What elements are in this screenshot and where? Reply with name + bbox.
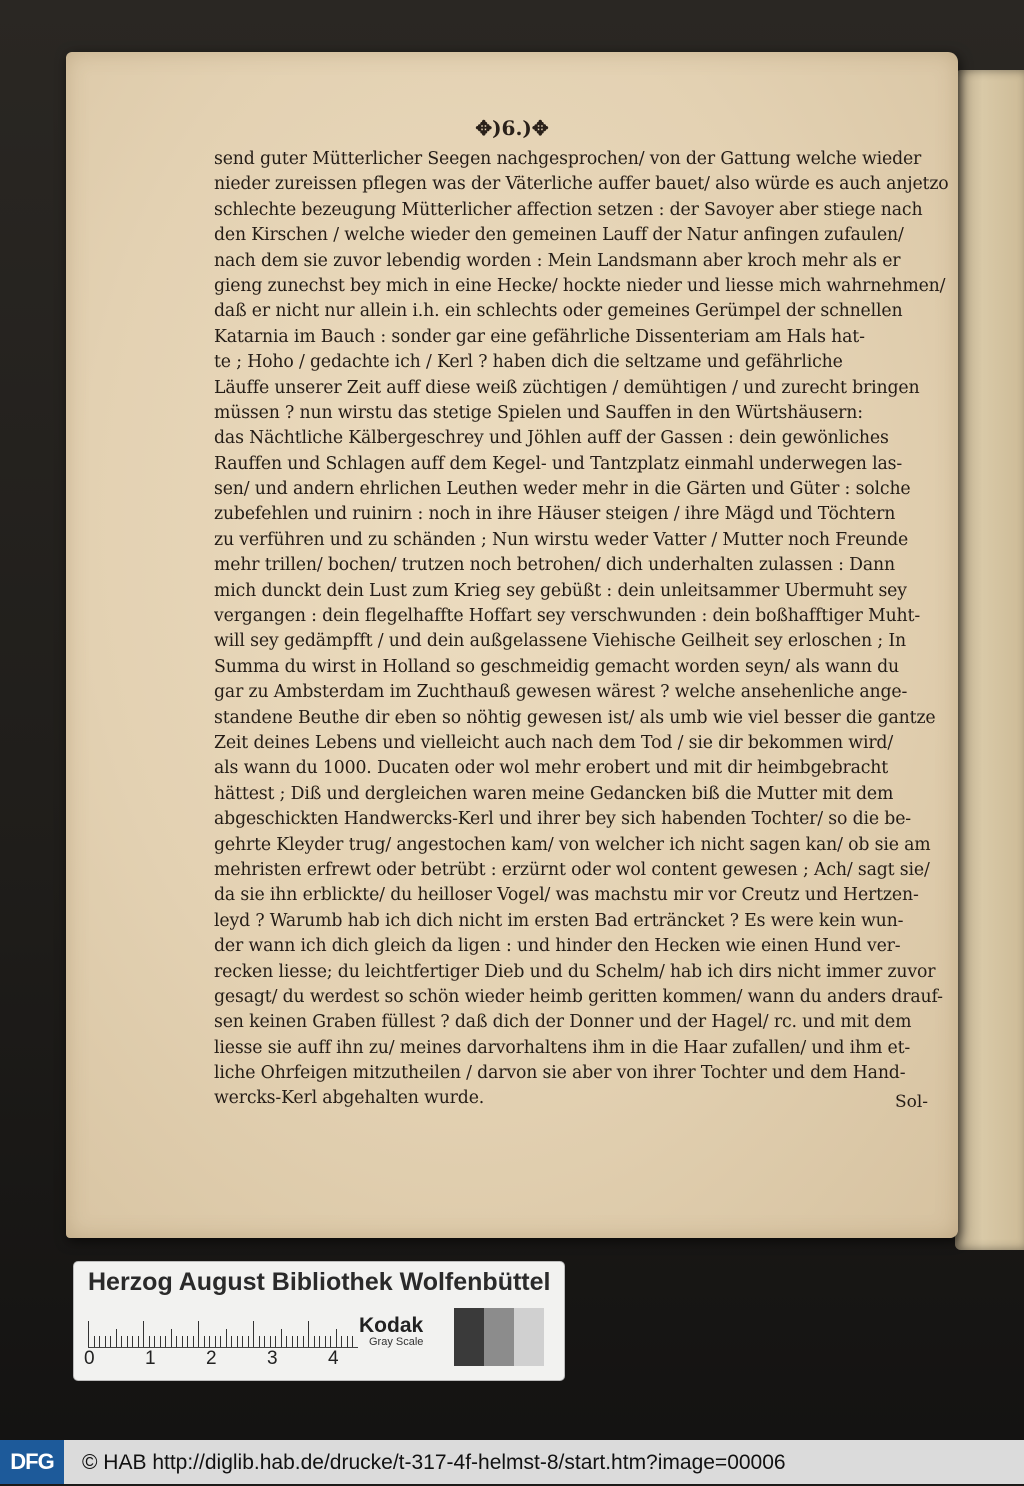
- text-line: abgeschickten Handwercks-Kerl und ihrer bey sich habenden Tochter/ so die be-: [214, 809, 911, 830]
- ruler-tick: [116, 1329, 117, 1347]
- kodak-label: [359, 1314, 447, 1354]
- ruler-tick: [308, 1321, 309, 1347]
- text-line: gar zu Ambsterdam im Zuchthauß gewesen wärest ? welche ansehenliche ange-: [214, 682, 908, 703]
- catchword: Sol-: [894, 1092, 928, 1112]
- ruler-tick: [110, 1336, 111, 1347]
- ruler-tick: [259, 1336, 260, 1347]
- gray-patches: [454, 1308, 544, 1366]
- ruler-numbers: [74, 1348, 374, 1372]
- ruler-tick: [270, 1336, 271, 1347]
- ruler-number: 2: [206, 1348, 217, 1369]
- dfg-logo: DFG: [0, 1440, 64, 1484]
- text-line: mich dunckt dein Lust zum Krieg sey gebüßt : dein unleitsammer Ubermuht sey: [214, 580, 907, 601]
- text-line: standene Beuthe dir eben so nöhtig gewesen ist/ als umb wie viel besser die gantze: [214, 707, 936, 728]
- ruler-tick: [204, 1336, 205, 1347]
- text-line: gehrte Kleyder trug/ angestochen kam/ von welcher ich nicht sagen kan/ ob sie am: [214, 834, 931, 855]
- gray-patch: [484, 1308, 514, 1366]
- text-line: Summa du wirst in Holland so geschmeidig gemacht worden seyn/ als wann du: [214, 656, 899, 677]
- ruler-tick: [226, 1329, 227, 1347]
- ruler-tick: [121, 1336, 122, 1347]
- text-line: will sey gedämpfft / und dein außgelassene Viehische Geilheit sey erloschen ; In: [214, 631, 906, 652]
- text-line: gieng zunechst bey mich in eine Hecke/ hockte nieder und liesse mich wahrnehmen/: [214, 275, 946, 296]
- text-line: sen keinen Graben füllest ? daß dich der Donner und der Hagel/ rc. und mit dem: [214, 1012, 912, 1033]
- text-line: Rauffen und Schlagen auff dem Kegel- und Tantzplatz einmahl underwegen las-: [214, 453, 903, 474]
- text-line: daß er nicht nur allein i.h. ein schlechts oder gemeines Gerümpel der schnellen: [214, 301, 903, 322]
- text-line: hättest ; Diß und dergleichen waren meine Gedancken biß die Mutter mit dem: [214, 783, 894, 804]
- ruler-tick: [237, 1336, 238, 1347]
- ruler-tick: [160, 1336, 161, 1347]
- ruler-tick: [209, 1336, 210, 1347]
- color-target-card: [74, 1262, 564, 1380]
- gray-patch: [454, 1308, 484, 1366]
- text-line: Zeit deines Lebens und vielleicht auch nach dem Tod / sie dir bekommen wird/: [214, 732, 894, 753]
- ruler-tick: [127, 1336, 128, 1347]
- text-line: zubefehlen und ruinirn : noch in ihre Häuser steigen / ihre Mägd und Töchtern: [214, 504, 896, 525]
- ruler-tick: [303, 1336, 304, 1347]
- text-line: der wann ich dich gleich da ligen : und hinder den Hecken wie einen Hund ver-: [214, 936, 901, 957]
- ruler-tick: [182, 1336, 183, 1347]
- text-line: zu verführen und zu schänden ; Nun wirstu weder Vatter / Mutter noch Freunde: [214, 529, 909, 550]
- ruler-tick: [138, 1336, 139, 1347]
- text-line: mehristen erfrewt oder betrübt : erzürnt oder wol content gewesen ; Ach/ sagt sie/: [214, 859, 930, 880]
- ruler-number: 4: [328, 1348, 339, 1369]
- text-line: liesse sie auff ihn zu/ meines darvorhaltens ihm in die Haar zufallen/ und ihm et-: [214, 1037, 911, 1058]
- text-line: liche Ohrfeigen mitzutheilen / darvon sie aber von ihrer Tochter und dem Hand-: [214, 1063, 906, 1084]
- ruler-tick: [176, 1336, 177, 1347]
- page-number: ✥)6.)✥: [475, 116, 549, 140]
- text-line: müssen ? nun wirstu das stetige Spielen und Sauffen in den Würtshäusern:: [214, 402, 863, 423]
- ruler: [88, 1317, 358, 1348]
- text-line: send guter Mütterlicher Seegen nachgesprochen/ von der Gattung welche wieder: [214, 149, 922, 169]
- ruler-tick: [220, 1336, 221, 1347]
- text-line: als wann du 1000. Ducaten oder wol mehr erobert und mit dir heimbgebracht: [214, 758, 889, 779]
- ruler-tick: [187, 1336, 188, 1347]
- ruler-tick: [99, 1336, 100, 1347]
- text-line: das Nächtliche Kälbergeschrey und Jöhlen auff der Gassen : dein gewönliches: [214, 428, 889, 449]
- gray-patch: [514, 1308, 544, 1366]
- ruler-tick: [143, 1321, 144, 1347]
- book-page: [66, 52, 958, 1238]
- text-line: recken liesse; du leichtfertiger Dieb und du Schelm/ hab ich dirs nicht immer zuvor: [214, 961, 936, 982]
- ruler-tick: [314, 1336, 315, 1347]
- library-name: Herzog August Bibliothek Wolfenbüttel: [88, 1268, 551, 1296]
- footer-bar: [0, 1440, 1024, 1484]
- copyright-link[interactable]: © HAB http://diglib.hab.de/drucke/t-317-4f-helmst-8/start.htm?image=00006: [82, 1451, 786, 1474]
- text-line: wercks-Kerl abgehalten wurde.: [214, 1088, 485, 1109]
- text-line: da sie ihn erblickte/ du heilloser Vogel/ was machstu mir vor Creutz und Hertzen-: [214, 885, 919, 906]
- ruler-tick: [242, 1336, 243, 1347]
- text-line: mehr trillen/ bochen/ trutzen noch betrohen/ dich underhalten zulassen : Dann: [214, 555, 895, 576]
- ruler-tick: [286, 1336, 287, 1347]
- ruler-tick: [325, 1336, 326, 1347]
- text-block: [214, 147, 954, 1112]
- ruler-tick: [248, 1336, 249, 1347]
- ruler-tick: [94, 1336, 95, 1347]
- ruler-number: 1: [145, 1348, 156, 1369]
- text-line: nieder zureissen pflegen was der Väterliche auffer bauet/ also würde es auch anjetzo: [214, 174, 949, 195]
- ruler-tick: [330, 1336, 331, 1347]
- gray-scale-label: Gray Scale: [369, 1336, 424, 1348]
- facing-page-edge: [955, 70, 1024, 1250]
- text-line: vergangen : dein flegelhaffte Hoffart sey verschwunden : dein boßhafftiger Muht-: [214, 606, 921, 627]
- ruler-tick: [319, 1336, 320, 1347]
- ruler-tick: [292, 1336, 293, 1347]
- text-line: nach dem sie zuvor lebendig worden : Mein Landsmann aber kroch mehr als er: [214, 250, 901, 271]
- ruler-tick: [193, 1336, 194, 1347]
- ruler-tick: [149, 1336, 150, 1347]
- ruler-tick: [347, 1336, 348, 1347]
- ruler-number: 0: [84, 1348, 95, 1369]
- ruler-tick: [88, 1321, 89, 1347]
- ruler-tick: [264, 1336, 265, 1347]
- ruler-number: 3: [267, 1348, 278, 1369]
- ruler-tick: [297, 1336, 298, 1347]
- ruler-tick: [352, 1336, 353, 1347]
- text-line: sen/ und andern ehrlichen Leuthen weder mehr in die Gärten und Güter : solche: [214, 479, 911, 500]
- ruler-tick: [165, 1336, 166, 1347]
- ruler-tick: [171, 1329, 172, 1347]
- ruler-tick: [253, 1321, 254, 1347]
- ruler-tick: [275, 1336, 276, 1347]
- ruler-tick: [215, 1336, 216, 1347]
- text-line: schlechte bezeugung Mütterlicher affection setzen : der Savoyer aber stiege nach: [214, 199, 923, 220]
- text-line: gesagt/ du werdest so schön wieder heimb geritten kommen/ wann du anders drauf-: [214, 986, 943, 1007]
- text-line: leyd ? Warumb hab ich dich nicht im ersten Bad erträncket ? Es were kein wun-: [214, 910, 904, 931]
- ruler-tick: [198, 1321, 199, 1347]
- text-line: Läuffe unserer Zeit auff diese weiß züchtigen / demühtigen / und zurecht bringen: [214, 377, 920, 398]
- kodak-brand: Kodak: [359, 1314, 424, 1337]
- ruler-tick: [341, 1336, 342, 1347]
- text-line: den Kirschen / welche wieder den gemeinen Lauff der Natur anfingen zufaulen/: [214, 225, 904, 246]
- ruler-tick: [336, 1329, 337, 1347]
- text-line: Katarnia im Bauch : sonder gar eine gefährliche Dissenteriam am Hals hat-: [214, 326, 865, 347]
- text-line: te ; Hoho / gedachte ich / Kerl ? haben dich die seltzame und gefährliche: [214, 352, 843, 373]
- ruler-tick: [132, 1336, 133, 1347]
- ruler-tick: [105, 1336, 106, 1347]
- ruler-tick: [231, 1336, 232, 1347]
- ruler-tick: [281, 1329, 282, 1347]
- ruler-tick: [154, 1336, 155, 1347]
